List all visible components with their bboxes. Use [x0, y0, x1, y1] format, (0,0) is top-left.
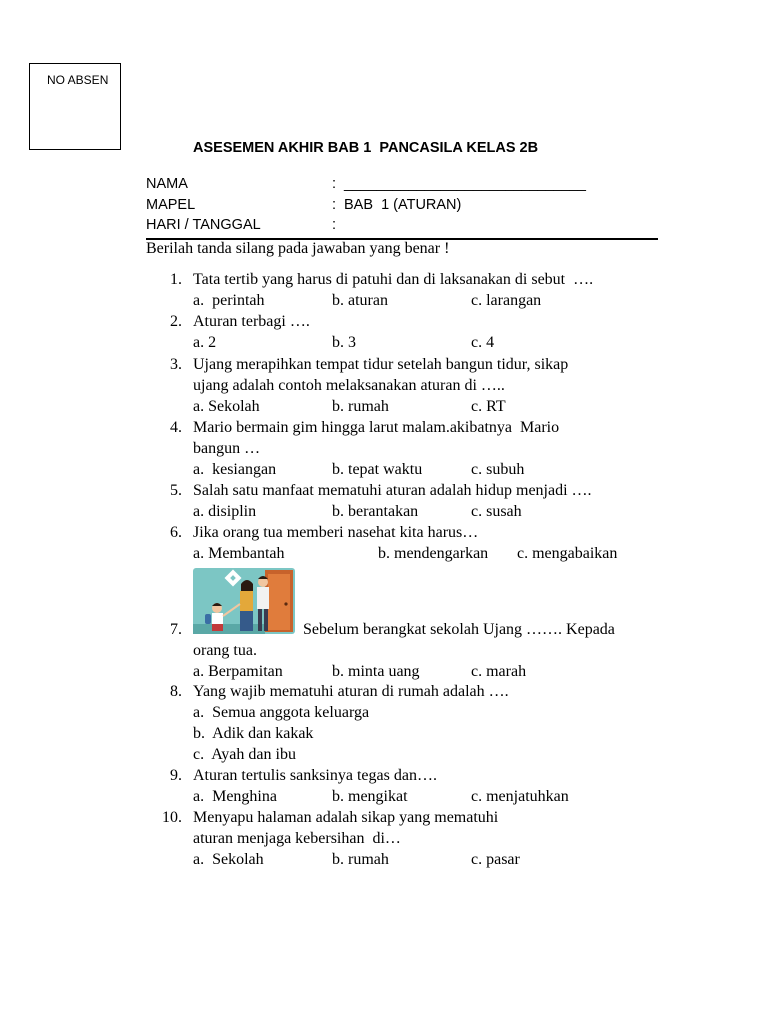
answer-option[interactable]: a. Semua anggota keluarga: [193, 704, 370, 722]
identity-row-nama: [146, 176, 586, 196]
nama-colon: :: [332, 176, 337, 192]
answer-option[interactable]: a. Sekolah: [193, 851, 264, 869]
page-title: ASESEMEN AKHIR BAB 1 PANCASILA KELAS 2B: [193, 140, 539, 156]
question-number: 1.: [170, 271, 182, 288]
identity-row-hari: [146, 217, 337, 237]
question-text: Aturan tertulis sanksinya tegas dan….: [193, 767, 437, 784]
question-number: 8.: [170, 683, 182, 700]
answer-option[interactable]: b. mendengarkan: [378, 545, 489, 563]
absen-box: [29, 63, 121, 150]
question-text: ujang adalah contoh melaksanakan aturan di …..: [193, 377, 505, 395]
mapel-label: MAPEL: [146, 197, 196, 213]
mapel-value: BAB 1 (ATURAN): [344, 197, 462, 213]
answer-option[interactable]: b. berantakan: [332, 503, 419, 521]
question-number: 3.: [170, 356, 182, 373]
question-number: 2.: [170, 313, 182, 330]
answer-option[interactable]: a. Sekolah: [193, 398, 260, 416]
mapel-colon: :: [332, 197, 337, 213]
question-text: Yang wajib mematuhi aturan di rumah adalah ….: [193, 683, 509, 700]
nama-label: NAMA: [146, 176, 188, 192]
answer-option[interactable]: a. perintah: [193, 292, 265, 310]
answer-option[interactable]: a. Berpamitan: [193, 663, 283, 681]
question-text: bangun …: [193, 440, 261, 458]
answer-option[interactable]: a. kesiangan: [193, 461, 277, 479]
question-text: Sebelum berangkat sekolah Ujang ……. Kepada: [303, 621, 615, 638]
answer-option[interactable]: b. 3: [332, 334, 356, 352]
answer-option[interactable]: b. mengikat: [332, 788, 408, 806]
answer-option[interactable]: a. 2: [193, 334, 217, 352]
absen-label: NO ABSEN: [47, 73, 109, 87]
parent-child-illustration: [193, 568, 295, 634]
question-number: 6.: [170, 524, 182, 541]
answer-option[interactable]: b. rumah: [332, 398, 389, 416]
hari-colon: :: [332, 217, 337, 233]
question-text: orang tua.: [193, 642, 257, 660]
instruction-text: Berilah tanda silang pada jawaban yang benar !: [146, 240, 450, 257]
answer-option[interactable]: c. menjatuhkan: [471, 788, 569, 806]
answer-option[interactable]: a. Membantah: [193, 545, 285, 563]
answer-option[interactable]: c. subuh: [471, 461, 525, 479]
answer-option[interactable]: c. mengabaikan: [517, 545, 618, 563]
question-text: Tata tertib yang harus di patuhi dan di laksanakan di sebut ….: [193, 271, 594, 288]
question-text: Jika orang tua memberi nasehat kita harus…: [193, 524, 479, 541]
answer-option[interactable]: b. rumah: [332, 851, 389, 869]
answer-option[interactable]: a. disiplin: [193, 503, 257, 521]
answer-option[interactable]: c. marah: [471, 663, 527, 681]
answer-option[interactable]: b. aturan: [332, 292, 388, 310]
question-number: 9.: [170, 767, 182, 784]
question-number: 10.: [162, 809, 182, 826]
answer-option[interactable]: c. larangan: [471, 292, 542, 310]
question-number: 7.: [170, 621, 182, 638]
question-text: Mario bermain gim hingga larut malam.akibatnya Mario: [193, 419, 560, 436]
answer-option[interactable]: c. Ayah dan ibu: [193, 746, 296, 764]
answer-option[interactable]: c. 4: [471, 334, 495, 352]
answer-option[interactable]: b. Adik dan kakak: [193, 725, 314, 743]
answer-option[interactable]: c. susah: [471, 503, 522, 521]
question-text: Aturan terbagi ….: [193, 313, 310, 330]
question-text: Ujang merapihkan tempat tidur setelah bangun tidur, sikap: [193, 356, 569, 373]
question-text: aturan menjaga kebersihan di…: [193, 830, 401, 848]
answer-option[interactable]: c. pasar: [471, 851, 520, 869]
nama-field[interactable]: ______________________________: [344, 176, 586, 192]
identity-row-mapel: [146, 197, 462, 217]
answer-option[interactable]: b. tepat waktu: [332, 461, 423, 479]
hari-label: HARI / TANGGAL: [146, 217, 261, 233]
answer-option[interactable]: b. minta uang: [332, 663, 420, 681]
answer-option[interactable]: c. RT: [471, 398, 506, 416]
question-text: Salah satu manfaat mematuhi aturan adalah hidup menjadi ….: [193, 482, 592, 499]
question-number: 5.: [170, 482, 182, 499]
answer-option[interactable]: a. Menghina: [193, 788, 277, 806]
question-text: Menyapu halaman adalah sikap yang mematuhi: [193, 809, 499, 826]
question-number: 4.: [170, 419, 182, 436]
